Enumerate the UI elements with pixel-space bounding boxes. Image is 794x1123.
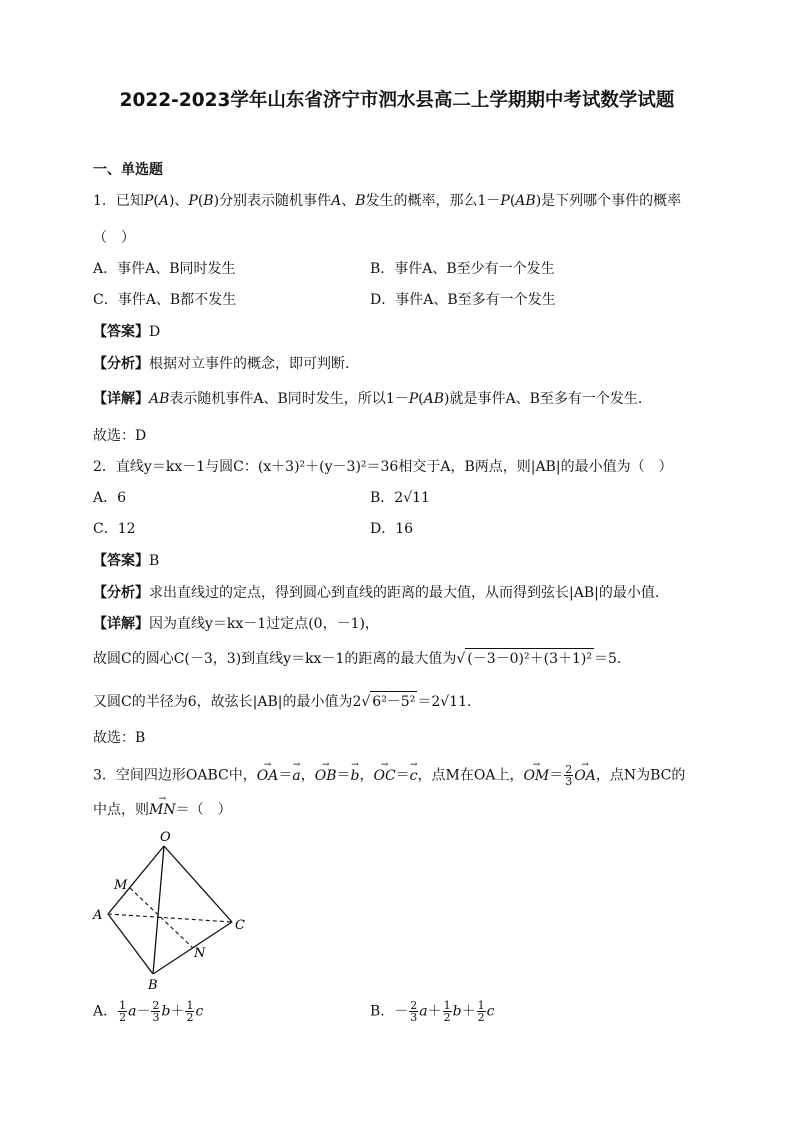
q2-option-b[interactable]: B．2√11 bbox=[370, 490, 430, 506]
q2-option-c[interactable]: C．12 bbox=[93, 521, 136, 537]
sqrt-expression: (－3－0)²＋(3＋1)² bbox=[465, 648, 594, 669]
q1-option-d[interactable]: D．事件A、B至多有一个发生 bbox=[370, 292, 556, 308]
q3-option-b[interactable]: B．－ $\frac{2}{3}$ a＋ $\frac{1}{2}$ b＋ $\frac{1}{2}$ c bbox=[370, 999, 495, 1024]
question-2-stem: 2．直线y＝kx－1与圆C：(x＋3)²＋(y－3)²＝36相交于A，B两点，则|AB|的最小值为（ ） bbox=[93, 459, 673, 475]
question-number: 2． bbox=[93, 459, 116, 475]
label-M: M bbox=[114, 878, 128, 893]
label-O: O bbox=[160, 830, 171, 845]
q2-detail-line3: 又圆C的半径为6，故弦长|AB|的最小值为2√ 6²－5² ＝2√11. bbox=[93, 691, 471, 712]
q2-analysis: 【分析】求出直线过的定点，得到圆心到直线的距离的最大值，从而得到弦长|AB|的最小值. bbox=[93, 585, 660, 601]
q2-option-a[interactable]: A．6 bbox=[93, 490, 127, 506]
label-C: C bbox=[235, 918, 245, 933]
q1-analysis: 【分析】根据对立事件的概念，即可判断. bbox=[93, 356, 350, 372]
q2-answer: 【答案】B bbox=[93, 553, 160, 569]
q1-option-b[interactable]: B．事件A、B至少有一个发生 bbox=[370, 261, 555, 277]
q1-detail: 【详解】AB表示随机事件A、B同时发生，所以1－P(AB)就是事件A、B至多有一个发生. bbox=[93, 391, 643, 407]
q1-option-a[interactable]: A．事件A、B同时发生 bbox=[93, 261, 236, 277]
question-1-paren: （ ） bbox=[93, 230, 135, 246]
question-3-stem: 3．空间四边形OABC中，→ OA＝→ a，→ OB＝→ b，→ OC＝→ c，点M在OA上，→ OM＝ $\frac{2}{3}$ → OA，点N为BC的 bbox=[93, 764, 685, 787]
q3-option-a[interactable]: A． $\frac{1}{2}$ a－ $\frac{2}{3}$ b＋ $\frac{1}{2}$ c bbox=[93, 999, 204, 1024]
section-heading: 一、单选题 bbox=[93, 162, 163, 178]
question-number: 3． bbox=[93, 767, 116, 784]
q2-option-d[interactable]: D．16 bbox=[370, 521, 414, 537]
tetrahedron-figure bbox=[90, 826, 260, 992]
q2-detail: 【详解】因为直线y＝kx－1过定点(0，－1)， bbox=[93, 616, 379, 632]
label-N: N bbox=[194, 946, 206, 961]
label-B: B bbox=[148, 978, 158, 992]
q2-detail-line2: 故圆C的圆心C(－3，3)到直线y＝kx－1的距离的最大值为√ (－3－0)²＋(3＋1)² ＝5. bbox=[93, 648, 621, 669]
q1-option-c[interactable]: C．事件A、B都不发生 bbox=[93, 292, 237, 308]
sqrt-expression: 6²－5² bbox=[370, 691, 417, 712]
q2-conclusion: 故选：B bbox=[93, 730, 146, 746]
question-number: 1． bbox=[93, 193, 116, 209]
question-3-stem-line2: 中点，则→ MN＝（ ） bbox=[93, 800, 232, 820]
page-title: 2022-2023学年山东省济宁市泗水县高二上学期期中考试数学试题 bbox=[119, 90, 675, 111]
q1-answer: 【答案】D bbox=[93, 324, 161, 340]
q1-conclusion: 故选：D bbox=[93, 428, 147, 444]
question-1-stem: 1．已知P(A)、P(B)分别表示随机事件A、B发生的概率，那么1－P(AB)是下列哪个事件的概率 bbox=[93, 193, 682, 209]
label-A: A bbox=[93, 908, 103, 923]
